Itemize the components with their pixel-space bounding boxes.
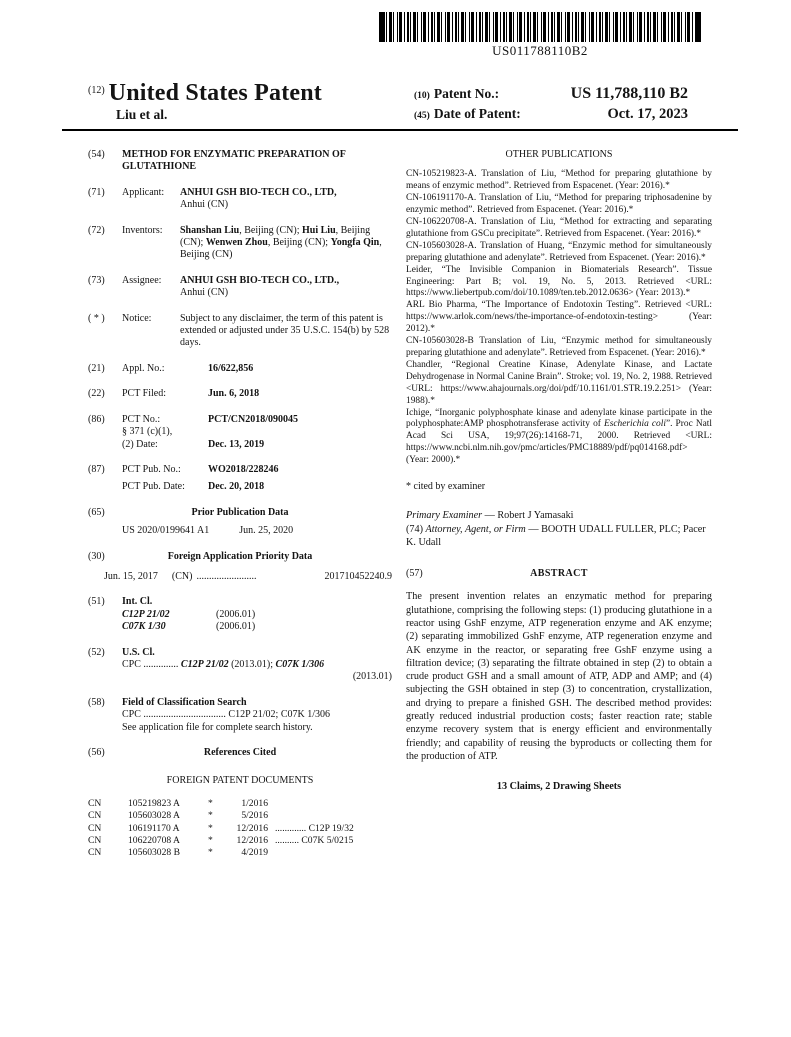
foreign-documents-title: FOREIGN PATENT DOCUMENTS — [166, 775, 314, 787]
applicant-name: ANHUI GSH BIO-TECH CO., LTD, — [180, 186, 337, 198]
inventor-name: Hui Liu — [302, 224, 336, 236]
patent-date-value: Oct. 17, 2023 — [607, 106, 688, 122]
publication-item: Chandler, “Regional Creatine Kinase, Adenylate Kinase, and Lactate Dehydrogenase in Normal Canine Brain”. Stroke; vol. 19, No. 2, 1988. Retrieved <URL: https://www.ahajournals.org/doi/pdf/10.1161/01.STR.19.2.251> (Year: 1988).* — [406, 359, 712, 406]
dot-leader: ........................ — [196, 570, 257, 582]
priority-date: Jun. 15, 2017 — [104, 570, 158, 582]
abstract-text: The present invention relates an enzymatic method for preparing glutathione, comprising the following steps: (1) producing glutathione in a reactor using GshF enzyme, ATP regeneration enzyme and AK enzyme; (2) separating immobilized GshF enzyme, ATP regeneration enzyme and AK enzyme in the reactor, or separating free GshF enzyme using a filtration device; (3) separating the filtrate obtained in step (2) to obtain a crude product GSH and a small amount of ATP, ADP and AMP; and (4) subjecting the GSH obtained in step (3) to concentration, crystallization, and drying to prepare a finished GSH. The described method provides: greatly reduced industrial production costs; faster reaction rate; stable enzyme recovery system that is energy efficient and environmentally friendly; and capability of reusing the byproducts or collecting them for the production of ATP. — [406, 591, 712, 762]
field-num: (65) — [88, 506, 105, 518]
field-num: (30) — [88, 550, 105, 562]
masthead-left — [88, 80, 322, 123]
number-cell: 105219823 A — [128, 797, 180, 809]
pct-filed-value: Jun. 6, 2018 — [208, 388, 260, 400]
field-num: (72) — [88, 224, 105, 236]
field-num-74: (74) — [406, 523, 426, 535]
field-73-assignee — [88, 275, 392, 300]
country-cell: CN — [88, 822, 102, 834]
cited-by-examiner-note: * cited by examiner — [406, 481, 486, 493]
int-cl-row — [122, 621, 392, 633]
appl-no-value: 16/622,856 — [208, 362, 254, 374]
sect-371-date-value: Dec. 13, 2019 — [208, 438, 265, 450]
assignee-location: Anhui (CN) — [180, 287, 229, 299]
publication-item: Leider, “The Invisible Companion in Biomaterials Research”. Tissue Engineering: Part B; vol. 19, No. 5, 2013. Retrieved <URL: https://www.liebertpub.com/doi/10.1089/ten.teb.2012.0636> (Year: 2013).* — [406, 264, 712, 299]
prior-publication-line — [88, 525, 392, 537]
table-row — [88, 823, 392, 835]
publication-item: CN-105603028-A. Translation of Huang, “Enzymic method for simultaneously preparing glutathione and adenylate”. Retrieved from Espacenet. (Year: 2016).* — [406, 240, 712, 263]
class-version: (2006.01) — [216, 621, 256, 633]
publication-text: Ichige, “Inorganic polyphosphate kinase and adenylate kinase participate in the polyphosphate:AMP phosphotransferase activity of — [406, 407, 712, 430]
date-cell: 4/2019 — [241, 847, 268, 859]
document-title: United States Patent — [108, 80, 322, 106]
field-num: (73) — [88, 274, 105, 286]
pct-pub-no-label: PCT Pub. No.: — [122, 463, 181, 475]
sect-371-line: § 371 (c)(1), — [122, 426, 173, 438]
field-21-appl-no — [88, 363, 392, 375]
masthead-divider — [62, 129, 738, 131]
cpc-line — [122, 659, 392, 671]
primary-examiner-label: Primary Examiner — [406, 510, 483, 522]
class-cell — [268, 847, 392, 859]
first-inventor-line: Liu et al. — [116, 107, 168, 122]
inventor-name: Shanshan Liu — [180, 224, 240, 236]
field-num: (22) — [88, 388, 105, 400]
country-cell: CN — [88, 810, 102, 822]
applicant-value — [180, 187, 392, 212]
assignee-label: Assignee: — [122, 274, 162, 286]
field-72-inventors — [88, 225, 392, 262]
species-name: Escherichia coli — [603, 419, 666, 430]
field-num-57: (57) — [406, 567, 423, 579]
publication-item: ARL Bio Pharma, “The Importance of Endotoxin Testing”. Retrieved <URL: https://www.arlok.com/news/the-importance-of-endotoxin-testing> (Year: 2012).* — [406, 300, 712, 335]
field-86-pct-no — [88, 414, 392, 451]
patent-date-label: Date of Patent: — [433, 106, 521, 121]
field-num-10: (10) — [414, 91, 430, 101]
field-30-foreign-priority — [88, 551, 392, 584]
foreign-documents-table — [88, 798, 392, 860]
pct-filed-label: PCT Filed: — [122, 388, 166, 400]
notice-label: Notice: — [122, 312, 152, 324]
date-cell: 12/2016 — [236, 822, 268, 834]
field-56-references — [88, 747, 392, 860]
field-num: (71) — [88, 186, 105, 198]
field-87-pct-pub — [88, 464, 392, 494]
applicant-label: Applicant: — [122, 186, 165, 198]
patent-number-value: US 11,788,110 B2 — [570, 85, 688, 102]
attorney-line — [406, 523, 712, 550]
country-cell: CN — [88, 847, 102, 859]
int-cl-row — [122, 609, 392, 621]
attorney-label: Attorney, Agent, or Firm — [425, 523, 526, 535]
field-52-us-cl — [88, 647, 392, 684]
abstract-header — [406, 568, 712, 580]
primary-examiner-line — [406, 509, 712, 523]
field-num: (87) — [88, 463, 105, 475]
date-cell: 1/2016 — [241, 797, 268, 809]
field-71-applicant — [88, 187, 392, 212]
left-column — [88, 149, 392, 873]
pct-pub-date-value: Dec. 20, 2018 — [208, 481, 265, 493]
field-51-int-cl — [88, 596, 392, 633]
field-notice — [88, 313, 392, 350]
foreign-priority-line — [88, 571, 392, 583]
field-54-title — [88, 149, 392, 174]
number-cell: 106191170 A — [128, 822, 180, 834]
other-publications-title: OTHER PUBLICATIONS — [505, 149, 613, 160]
field-22-pct-filed — [88, 388, 392, 400]
table-row — [88, 798, 392, 810]
cpc-code: C12P 21/02 — [180, 658, 229, 670]
prior-publication-date: Jun. 25, 2020 — [239, 525, 294, 537]
date-cell: 12/2016 — [236, 835, 268, 847]
search-cpc-line: CPC ................................. C12P 21/02; C07K 1/306 — [122, 709, 330, 721]
field-num: (51) — [88, 596, 105, 608]
publication-item: CN-105219823-A. Translation of Liu, “Method for preparing glutathione by means of enzymic method”. Retrieved from Espacenet. (Year: 2016).* — [406, 169, 712, 192]
field-num: (52) — [88, 646, 105, 658]
primary-examiner-name: — Robert J Yamasaki — [482, 510, 574, 522]
right-column — [406, 149, 712, 873]
cpc-prefix: CPC .............. — [122, 658, 181, 670]
abstract-title: ABSTRACT — [530, 567, 588, 579]
inventor-name: Yongfa Qin — [330, 237, 380, 249]
inventor-loc: , Beijing (CN) — [180, 237, 382, 261]
applicant-location: Anhui (CN) — [180, 199, 229, 211]
barcode-image — [379, 12, 701, 42]
field-num: (86) — [88, 413, 105, 425]
field-num: (21) — [88, 362, 105, 374]
pct-pub-no-value: WO2018/228246 — [208, 463, 279, 475]
table-row — [88, 835, 392, 847]
inventor-loc: , Beijing (CN); — [239, 224, 302, 236]
field-num-45: (45) — [414, 111, 430, 121]
publication-text: ”. Proc Natl Acad Sci USA, 19;97(26):14168-71, 2000. Retrieved <URL: https://www.ncbi.nlm.nih.gov/pmc/articles/PMC18889/pdf/pq014168.pdf> (Year: 2000).* — [406, 419, 712, 466]
star-cell: * — [208, 822, 213, 834]
barcode — [379, 12, 701, 59]
us-cl-title: U.S. Cl. — [122, 646, 155, 658]
star-cell: * — [208, 810, 213, 822]
pct-no-value: PCT/CN2018/090045 — [208, 413, 298, 425]
search-note: See application file for complete search history. — [122, 721, 313, 733]
prior-publication-number: US 2020/0199641 A1 — [122, 525, 210, 537]
int-cl-title: Int. Cl. — [122, 596, 153, 608]
inventor-name: Wenwen Zhou — [205, 237, 268, 249]
patent-number-label: Patent No.: — [433, 86, 500, 101]
number-cell: 105603028 A — [128, 810, 180, 822]
class-cell: ............. C12P 19/32 — [275, 822, 354, 834]
field-num: ( * ) — [88, 312, 105, 324]
class-code: C12P 21/02 — [122, 608, 170, 620]
field-num-12: (12) — [88, 85, 105, 96]
notice-text: Subject to any disclaimer, the term of this patent is extended or adjusted under 35 U.S.C. 154(b) by 528 days. — [180, 312, 390, 349]
body-columns — [88, 149, 712, 873]
masthead-right — [414, 85, 688, 125]
priority-country: (CN) — [171, 570, 193, 582]
cpc-mid: (2013.01); — [228, 658, 276, 670]
number-cell: 106220708 A — [128, 835, 180, 847]
class-version: (2006.01) — [216, 608, 256, 620]
foreign-priority-title: Foreign Application Priority Data — [167, 550, 313, 562]
pct-pub-date-label: PCT Pub. Date: — [122, 481, 185, 493]
star-cell: * — [208, 835, 213, 847]
pct-no-label: PCT No.: — [122, 413, 161, 425]
appl-no-label: Appl. No.: — [122, 362, 165, 374]
date-cell: 5/2016 — [241, 810, 268, 822]
country-cell: CN — [88, 797, 102, 809]
table-row — [88, 847, 392, 859]
class-cell — [268, 798, 392, 810]
attorney-name: — BOOTH UDALL FULLER, PLC; Pacer K. Udall — [406, 523, 706, 549]
inventors-value — [180, 225, 392, 262]
country-cell: CN — [88, 835, 102, 847]
field-num: (54) — [88, 149, 105, 160]
class-cell: .......... C07K 5/0215 — [275, 835, 354, 847]
publication-item: CN-105603028-B Translation of Liu, “Enzymic method for simultaneously preparing glutathione and adenylate”. Retrieved from Espacenet. (Year: 2016).* — [406, 336, 712, 358]
references-title: References Cited — [203, 747, 277, 758]
class-code: C07K 1/30 — [122, 621, 166, 633]
assignee-value — [180, 275, 392, 300]
patent-date-row — [414, 105, 688, 125]
inventor-loc: , Beijing (CN); — [267, 237, 331, 249]
us-cl-block — [122, 647, 392, 684]
table-row — [88, 810, 392, 822]
inventors-label: Inventors: — [122, 224, 163, 236]
cpc-code: C07K 1/306 — [275, 658, 325, 670]
assignee-name: ANHUI GSH BIO-TECH CO., LTD., — [180, 274, 340, 286]
field-58-classification-search — [88, 697, 392, 734]
star-cell: * — [208, 797, 213, 809]
publication-item: CN-106191170-A. Translation of Liu, “Method for preparing triphosadenine by enzymic method”. Retrieved from Espacenet. (Year: 2016).* — [406, 193, 712, 216]
cpc-tail: (2013.01) — [352, 671, 392, 683]
barcode-number: US011788110B2 — [492, 43, 588, 58]
field-65-prior-publication — [88, 507, 392, 538]
star-cell: * — [208, 847, 213, 859]
prior-publication-title: Prior Publication Data — [191, 506, 289, 518]
field-num: (58) — [88, 696, 105, 708]
int-cl-block — [122, 596, 392, 633]
sect-371-date-label: (2) Date: — [122, 438, 158, 450]
patent-number-row — [414, 85, 688, 105]
field-num: (56) — [88, 747, 105, 758]
search-title: Field of Classification Search — [122, 696, 247, 708]
priority-number: 201710452240.9 — [324, 570, 392, 582]
class-cell — [268, 810, 392, 822]
publication-item — [406, 408, 712, 468]
publication-item: CN-106220708-A. Translation of Liu, “Method for extracting and separating glutathione from GSCu precipitate”. Retrieved from Espacenet. (Year: 2016).* — [406, 217, 712, 239]
inventor-loc: , Beijing (CN); — [180, 224, 371, 249]
number-cell: 105603028 B — [128, 847, 180, 859]
invention-title: METHOD FOR ENZYMATIC PREPARATION OF GLUTATHIONE — [122, 149, 346, 173]
search-block — [122, 697, 392, 734]
claims-line: 13 Claims, 2 Drawing Sheets — [496, 781, 622, 793]
